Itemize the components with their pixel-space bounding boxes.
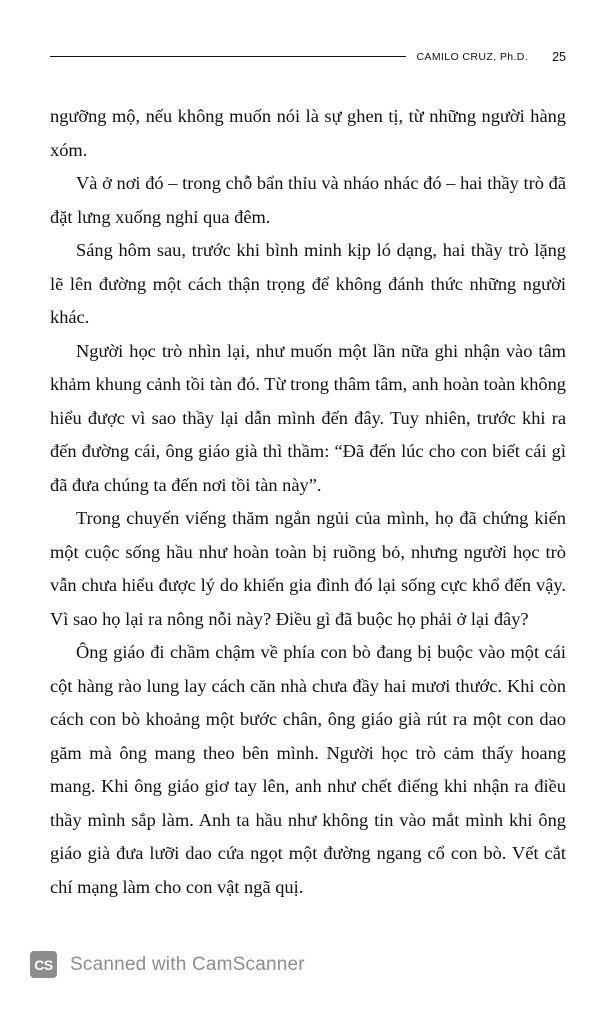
paragraph: Người học trò nhìn lại, như muốn một lần nữa ghi nhận vào tâm khảm khung cảnh tồi tàn đó. Từ trong thâm tâm, anh hoàn toàn không hiểu được vì sao thầy lại dẫn mình đến đây. Tuy nhiên, trước khi ra đến đường cái, ông giáo già thì thầm: “Đã đến lúc cho con biết cái gì đã đưa chúng ta đến nơi tồi tàn này”. xyxy=(50,340,566,495)
paragraph: ngưỡng mộ, nếu không muốn nói là sự ghen tị, từ những người hàng xóm. xyxy=(50,106,566,160)
page-number: 25 xyxy=(552,50,566,64)
camscanner-logo-icon: CS xyxy=(30,951,57,978)
page-header xyxy=(50,46,566,68)
paragraph: Sáng hôm sau, trước khi bình minh kịp ló dạng, hai thầy trò lặng lẽ lên đường một cách thận trọng để không đánh thức những người khác. xyxy=(50,240,566,327)
paragraph: Trong chuyến viếng thăm ngắn ngủi của mình, họ đã chứng kiến một cuộc sống hầu như hoàn toàn bị ruồng bỏ, nhưng người học trò vẫn chưa hiểu được lý do khiến gia đình đó lại sống cực khổ đến vậy. Vì sao họ lại ra nông nỗi này? Điều gì đã buộc họ phải ở lại đây? xyxy=(50,508,566,629)
camscanner-watermark-text: Scanned with CamScanner xyxy=(70,953,305,975)
paragraph: Và ở nơi đó – trong chỗ bẩn thỉu và nháo nhác đó – hai thầy trò đã đặt lưng xuống nghỉ qua đêm. xyxy=(50,173,566,227)
header-divider xyxy=(50,56,406,57)
camscanner-watermark xyxy=(30,951,305,978)
header-author-title: CAMILO CRUZ, Ph.D. xyxy=(416,51,529,63)
page-body xyxy=(50,100,566,904)
paragraph: Ông giáo đi chầm chậm về phía con bò đang bị buộc vào một cái cột hàng rào lung lay cách căn nhà chưa đầy hai mươi thước. Khi còn cách con bò khoảng một bước chân, ông giáo già rút ra một con dao găm mà ông mang theo bên mình. Người học trò cảm thấy hoang mang. Khi ông giáo giơ tay lên, anh như chết điếng khi nhận ra điều thầy mình sắp làm. Anh ta hầu như không tin vào mắt mình khi ông giáo già đưa lưỡi dao cứa ngọt một đường ngang cổ con bò. Vết cắt chí mạng làm cho con vật ngã quị. xyxy=(50,642,566,897)
